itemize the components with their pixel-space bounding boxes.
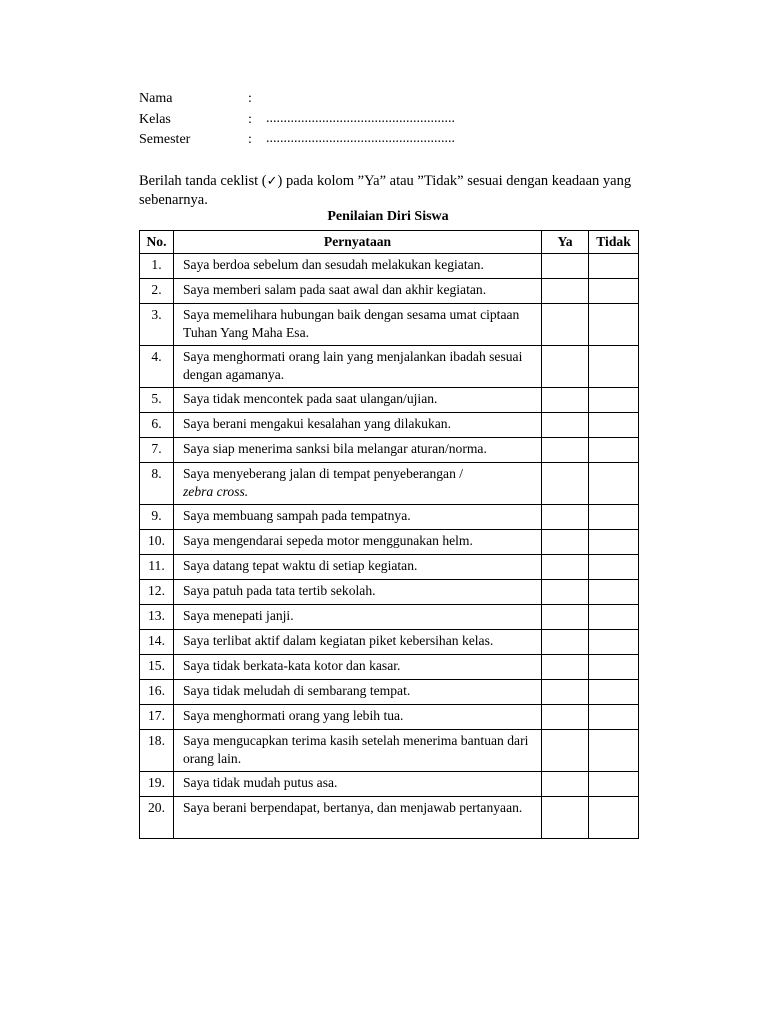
no-check-cell[interactable] (589, 630, 639, 655)
table-row (140, 438, 639, 463)
row-statement-main: Saya menyeberang jalan di tempat penyeberangan / (183, 466, 464, 481)
yes-check-cell[interactable] (542, 463, 589, 505)
row-statement: Saya tidak mencontek pada saat ulangan/ujian. (174, 388, 542, 413)
table-header-row (140, 231, 639, 254)
checkmark-icon: ✓ (266, 174, 278, 189)
table-row (140, 655, 639, 680)
row-number: 7. (140, 438, 174, 463)
row-number: 14. (140, 630, 174, 655)
row-statement: Saya membuang sampah pada tempatnya. (174, 505, 542, 530)
no-check-cell[interactable] (589, 413, 639, 438)
yes-check-cell[interactable] (542, 304, 589, 346)
no-check-cell[interactable] (589, 580, 639, 605)
table-row (140, 772, 639, 797)
header-no-col: Tidak (589, 231, 639, 254)
row-number: 17. (140, 705, 174, 730)
no-check-cell[interactable] (589, 388, 639, 413)
table-row (140, 346, 639, 388)
table-row (140, 797, 639, 839)
table-row (140, 530, 639, 555)
row-statement: Saya berani mengakui kesalahan yang dilakukan. (174, 413, 542, 438)
row-number: 11. (140, 555, 174, 580)
row-number: 12. (140, 580, 174, 605)
row-number: 1. (140, 254, 174, 279)
table-title: Penilaian Diri Siswa (327, 209, 449, 224)
row-statement: Saya datang tepat waktu di setiap kegiatan. (174, 555, 542, 580)
yes-check-cell[interactable] (542, 505, 589, 530)
table-row (140, 680, 639, 705)
name-label: Nama (139, 91, 173, 106)
yes-check-cell[interactable] (542, 605, 589, 630)
row-statement: Saya berani berpendapat, bertanya, dan menjawab pertanyaan. (174, 797, 542, 839)
no-check-cell[interactable] (589, 730, 639, 772)
yes-check-cell[interactable] (542, 580, 589, 605)
table-row (140, 555, 639, 580)
yes-check-cell[interactable] (542, 346, 589, 388)
instruction-after: ) pada kolom ”Ya” atau ”Tidak” sesuai dengan keadaan yang sebenarnya. (139, 173, 632, 208)
no-check-cell[interactable] (589, 555, 639, 580)
no-check-cell[interactable] (589, 438, 639, 463)
table-row (140, 254, 639, 279)
row-statement: Saya tidak berkata-kata kotor dan kasar. (174, 655, 542, 680)
name-colon: : (248, 91, 252, 106)
row-number: 18. (140, 730, 174, 772)
no-check-cell[interactable] (589, 680, 639, 705)
table-row (140, 605, 639, 630)
table-row (140, 580, 639, 605)
row-number: 5. (140, 388, 174, 413)
semester-colon: : (248, 132, 252, 147)
row-statement: Saya tidak mudah putus asa. (174, 772, 542, 797)
no-check-cell[interactable] (589, 304, 639, 346)
row-statement: Saya memberi salam pada saat awal dan akhir kegiatan. (174, 279, 542, 304)
no-check-cell[interactable] (589, 463, 639, 505)
row-statement: Saya mengucapkan terima kasih setelah menerima bantuan dari orang lain. (174, 730, 542, 772)
yes-check-cell[interactable] (542, 630, 589, 655)
class-label: Kelas (139, 111, 171, 127)
row-number: 15. (140, 655, 174, 680)
class-fill-line: ...................................................... (266, 110, 455, 126)
row-statement: Saya terlibat aktif dalam kegiatan piket kebersihan kelas. (174, 630, 542, 655)
yes-check-cell[interactable] (542, 555, 589, 580)
row-statement: Saya mengendarai sepeda motor menggunakan helm. (174, 530, 542, 555)
row-statement: Saya tidak meludah di sembarang tempat. (174, 680, 542, 705)
table-row (140, 730, 639, 772)
yes-check-cell[interactable] (542, 680, 589, 705)
no-check-cell[interactable] (589, 254, 639, 279)
no-check-cell[interactable] (589, 797, 639, 839)
row-number: 4. (140, 346, 174, 388)
header-yes: Ya (542, 231, 589, 254)
yes-check-cell[interactable] (542, 438, 589, 463)
row-number: 20. (140, 797, 174, 839)
yes-check-cell[interactable] (542, 413, 589, 438)
yes-check-cell[interactable] (542, 655, 589, 680)
row-statement: Saya patuh pada tata tertib sekolah. (174, 580, 542, 605)
row-number: 19. (140, 772, 174, 797)
no-check-cell[interactable] (589, 530, 639, 555)
row-number: 16. (140, 680, 174, 705)
table-row (140, 388, 639, 413)
no-check-cell[interactable] (589, 346, 639, 388)
row-number: 8. (140, 463, 174, 505)
table-row (140, 705, 639, 730)
yes-check-cell[interactable] (542, 279, 589, 304)
row-statement: Saya menghormati orang lain yang menjalankan ibadah sesuai dengan agamanya. (174, 346, 542, 388)
no-check-cell[interactable] (589, 705, 639, 730)
table-row (140, 463, 639, 505)
row-statement (174, 463, 542, 505)
class-colon: : (248, 111, 252, 127)
yes-check-cell[interactable] (542, 388, 589, 413)
table-row (140, 304, 639, 346)
semester-fill-line: ...................................................... (266, 131, 455, 146)
self-assessment-table (139, 230, 639, 839)
instruction-before: Berilah tanda ceklist ( (139, 173, 267, 189)
row-number: 2. (140, 279, 174, 304)
table-row (140, 413, 639, 438)
header-statement: Pernyataan (174, 231, 542, 254)
row-statement: Saya menghormati orang yang lebih tua. (174, 705, 542, 730)
table-row (140, 505, 639, 530)
row-statement: Saya menepati janji. (174, 605, 542, 630)
no-check-cell[interactable] (589, 655, 639, 680)
row-number: 6. (140, 413, 174, 438)
yes-check-cell[interactable] (542, 797, 589, 839)
no-check-cell[interactable] (589, 605, 639, 630)
yes-check-cell[interactable] (542, 530, 589, 555)
row-number: 9. (140, 505, 174, 530)
yes-check-cell[interactable] (542, 705, 589, 730)
row-number: 3. (140, 304, 174, 346)
no-check-cell[interactable] (589, 279, 639, 304)
yes-check-cell[interactable] (542, 254, 589, 279)
semester-label: Semester (139, 132, 191, 147)
table-row (140, 630, 639, 655)
row-statement: Saya memelihara hubungan baik dengan sesama umat ciptaan Tuhan Yang Maha Esa. (174, 304, 542, 346)
instruction-text (139, 172, 669, 209)
no-check-cell[interactable] (589, 505, 639, 530)
header-no: No. (140, 231, 174, 254)
row-statement: Saya berdoa sebelum dan sesudah melakukan kegiatan. (174, 254, 542, 279)
row-number: 10. (140, 530, 174, 555)
row-number: 13. (140, 605, 174, 630)
no-check-cell[interactable] (589, 772, 639, 797)
row-statement: Saya siap menerima sanksi bila melangar aturan/norma. (174, 438, 542, 463)
yes-check-cell[interactable] (542, 730, 589, 772)
yes-check-cell[interactable] (542, 772, 589, 797)
table-row (140, 279, 639, 304)
row-statement-italic: zebra cross. (183, 483, 249, 499)
